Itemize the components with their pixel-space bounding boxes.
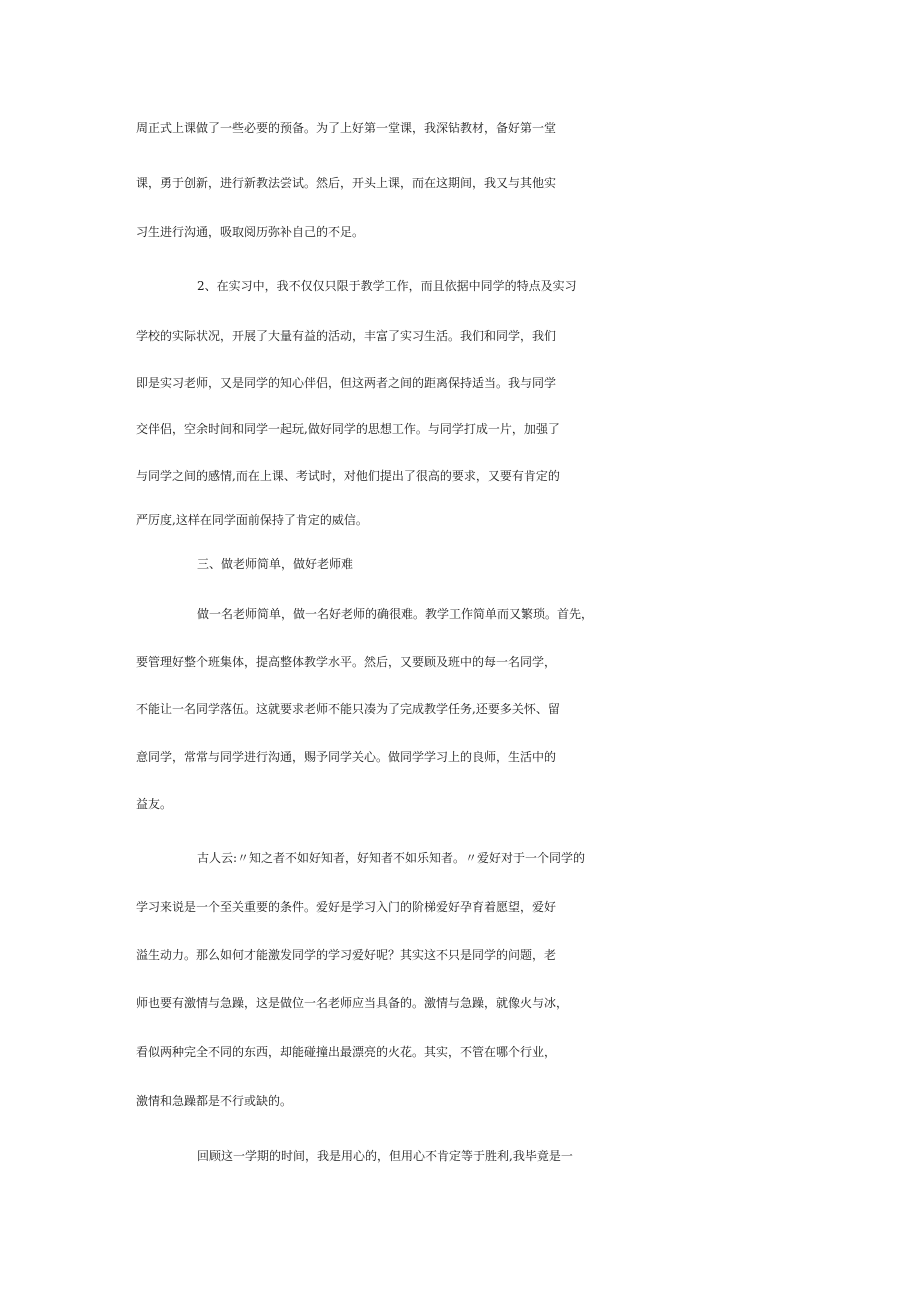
text-line: 学校的实际状况，开展了大量有益的活动，丰富了实习生活。我们和同学，我们 [136,329,557,343]
text-line: 师也要有激情与急躁，这是做位一名老师应当具备的。激情与急躁，就像火与冰， [136,996,569,1010]
text-line: 激情和急躁都是不行或缺的。 [136,1094,293,1108]
section-heading: 三、做老师简单，做好老师难 [197,557,354,571]
text-line: 学习来说是一个至关重要的条件。爱好是学习入门的阶梯爱好孕育着愿望，爱好 [136,900,557,914]
text-line: 要管理好整个班集体，提高整体教学水平。然后，又要顾及班中的每一名同学， [136,655,557,669]
text-line: 课，勇于创新，进行新教法尝试。然后，开头上课，而在这期间，我又与其他实 [136,176,557,190]
text-line: 周正式上课做了一些必要的预备。为了上好第一堂课，我深钻教材，备好第一堂 [136,121,557,135]
text-line: 意同学，常常与同学进行沟通，赐予同学关心。做同学学习上的良师，生活中的 [136,750,557,764]
text-line: 回顾这一学期的时间，我是用心的，但用心不肯定等于胜利,我毕竟是一 [197,1149,573,1163]
text-line: 习生进行沟通，吸取阅历弥补自己的不足。 [136,225,365,239]
text-line: 与同学之间的感情,而在上课、考试时，对他们提出了很高的要求，又要有肯定的 [136,469,560,483]
text-line: 交伴侣，空余时间和同学一起玩,做好同学的思想工作。与同学打成一片，加强了 [136,422,560,436]
text-line: 益友。 [136,797,173,811]
text-line: 看似两种完全不同的东西，却能碰撞出最漂亮的火花。其实，不管在哪个行业， [136,1045,557,1059]
text-line: 古人云:〃知之者不如好知者，好知者不如乐知者。〃爱好对于一个同学的 [197,851,586,865]
text-line: 严厉度,这样在同学面前保持了肯定的威信。 [136,513,368,527]
text-line: 不能让一名同学落伍。这就要求老师不能只凑为了完成教学任务,还要多关怀、留 [136,702,560,716]
text-line: 溢生动力。那么如何才能激发同学的学习爱好呢？其实这不只是同学的问题，老 [136,948,557,962]
text-line: 2、在实习中，我不仅仅只限于教学工作，而且依据中同学的特点及实习 [197,279,577,293]
text-line: 做一名老师简单，做一名好老师的确很难。教学工作简单而又繁琐。首先， [197,607,594,621]
text-line: 即是实习老师，又是同学的知心伴侣，但这两者之间的距离保持适当。我与同学 [136,376,557,390]
